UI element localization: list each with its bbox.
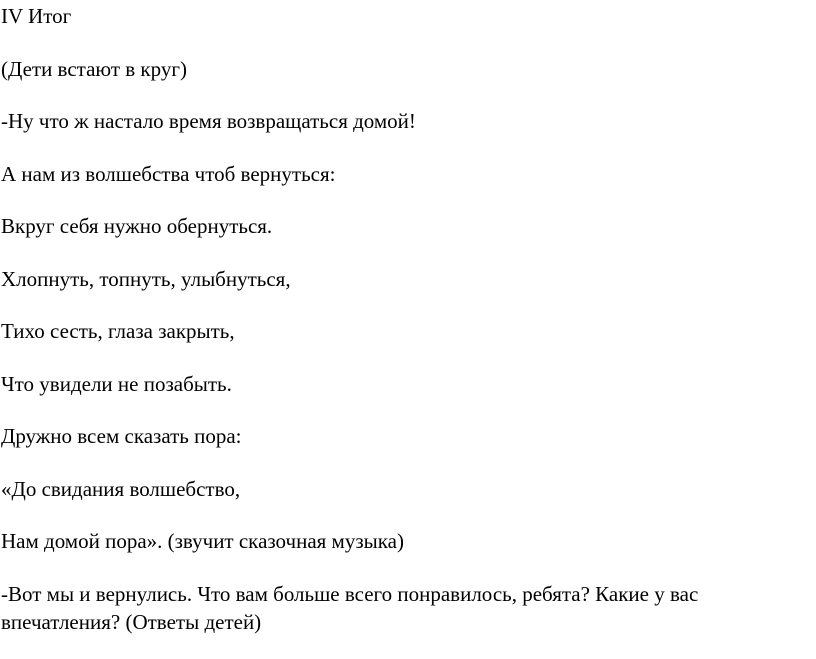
verse-line: Дружно всем сказать пора:	[1, 424, 242, 448]
verse-line: Тихо сесть, глаза закрыть,	[1, 319, 235, 343]
text-line-continuation: впечатления? (Ответы детей)	[1, 610, 262, 634]
stage-direction: (Дети встают в круг)	[1, 57, 187, 81]
section-heading: IV Итог	[1, 4, 72, 28]
verse-line: А нам из волшебства чтоб вернуться:	[1, 162, 336, 186]
text-line: -Вот мы и вернулись. Что вам больше всего понравилось, ребята? Какие у вас	[1, 582, 699, 606]
verse-line: «До свидания волшебство,	[1, 477, 241, 501]
text-line: -Ну что ж настало время возвращаться домой!	[1, 109, 416, 133]
verse-line: Нам домой пора». (звучит сказочная музыка)	[1, 529, 404, 553]
verse-line: Вкруг себя нужно обернуться.	[1, 214, 273, 238]
verse-line: Что увидели не позабыть.	[1, 372, 232, 396]
verse-line: Хлопнуть, топнуть, улыбнуться,	[1, 267, 291, 291]
